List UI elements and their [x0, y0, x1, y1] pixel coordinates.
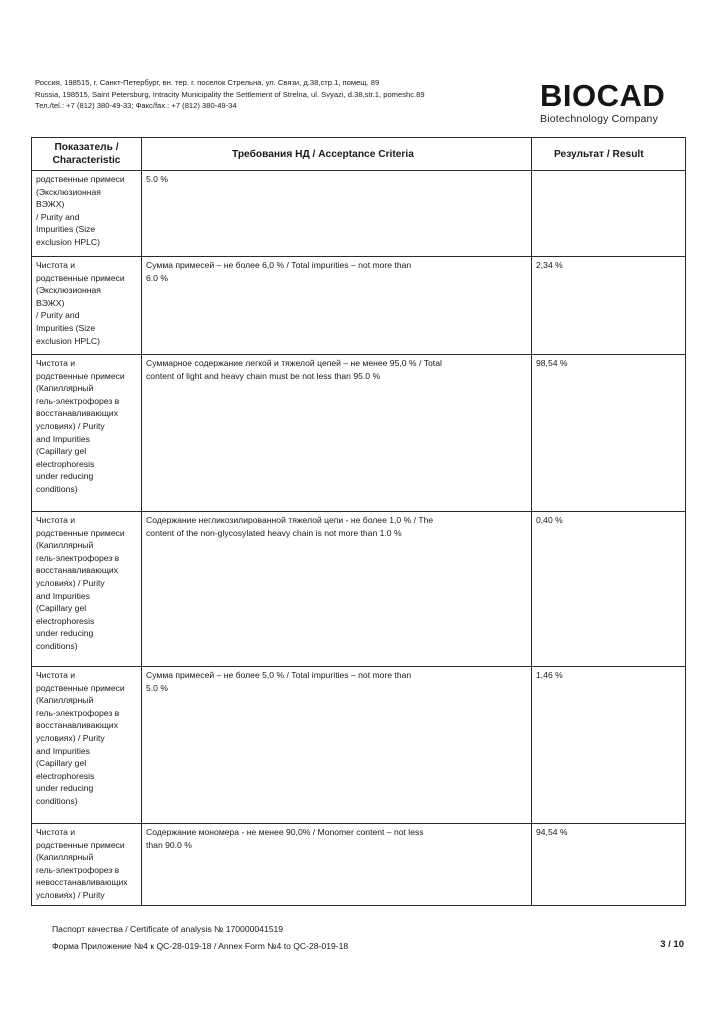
cell-result: 98,54 % — [532, 355, 686, 512]
cell-result — [532, 171, 686, 257]
table-header-row — [32, 138, 686, 171]
cell-result: 0,40 % — [532, 512, 686, 667]
cell-criteria: 5.0 % — [142, 171, 532, 257]
header-result: Результат / Result — [532, 138, 686, 171]
certificate-number: Паспорт качества / Certificate of analysis № 170000041519 — [52, 924, 284, 934]
cell-characteristic: Чистота и родственные примеси (Капиллярный гель-электрофорез в восстанавливающих условиях) / Purity and Impurities (Capillary gel electrophoresis under reducing conditions) — [32, 512, 142, 667]
table-row — [32, 171, 686, 257]
header-acceptance-criteria: Требования НД / Acceptance Criteria — [142, 138, 532, 171]
document-footer — [52, 921, 692, 954]
logo-subtitle: Biotechnology Company — [540, 113, 659, 125]
table-row — [32, 355, 686, 512]
cell-characteristic: Чистота и родственные примеси (Эксклюзионная ВЭЖХ) / Purity and Impurities (Size exclusion HPLC) — [32, 257, 142, 355]
table-row — [32, 257, 686, 355]
cell-result: 1,46 % — [532, 667, 686, 824]
page-number: 3 / 10 — [660, 939, 684, 950]
cell-criteria: Сумма примесей – не более 5,0 % / Total impurities – not more than 5.0 % — [142, 667, 532, 824]
cell-characteristic: Чистота и родственные примеси (Капиллярный гель-электрофорез в восстанавливающих условиях) / Purity and Impurities (Capillary gel electrophoresis under reducing conditions) — [32, 667, 142, 824]
form-reference: Форма Приложение №4 к QC-28-019-18 / Annex Form №4 to QC-28-019-18 — [52, 940, 349, 951]
cell-criteria: Содержание мономера - не менее 90,0% / Monomer content – not less than 90.0 % — [142, 824, 532, 906]
cell-characteristic: Чистота и родственные примеси (Капиллярный гель-электрофорез в невосстанавливающих условиях) / Purity — [32, 824, 142, 906]
address-english: Russia, 198515, Saint Petersburg, Intracity Municipality the Settlement of Strelna, ul. Svyazi, d.38,str.1, pomeshc.89 — [35, 89, 425, 99]
logo-wordmark-text: BIOCAD — [540, 78, 666, 113]
cell-characteristic: родственные примеси (Эксклюзионная ВЭЖХ) / Purity and Impurities (Size exclusion HPLC) — [32, 171, 142, 257]
table-row — [32, 667, 686, 824]
table-row — [32, 824, 686, 906]
cell-result: 94,54 % — [532, 824, 686, 906]
logo-wordmark — [540, 80, 690, 112]
address-russian: Россия, 198515, г. Санкт-Петербург, вн. тер. г. поселок Стрельна, ул. Связи, д.38,стр.1, помещ. 89 — [35, 78, 380, 87]
cell-criteria: Сумма примесей – не более 6,0 % / Total impurities – not more than 6.0 % — [142, 257, 532, 355]
biocad-logo — [540, 80, 690, 125]
cell-criteria: Суммарное содержание легкой и тяжелой цепей – не менее 95,0 % / Total content of light and heavy chain must be not less than 95.0 % — [142, 355, 532, 512]
table-row — [32, 512, 686, 667]
cell-characteristic: Чистота и родственные примеси (Капиллярный гель-электрофорез в восстанавливающих условиях) / Purity and Impurities (Capillary gel electrophoresis under reducing conditions) — [32, 355, 142, 512]
header-characteristic: Показатель / Characteristic — [32, 138, 142, 171]
company-address-block — [35, 77, 495, 112]
acceptance-criteria-table — [31, 137, 686, 906]
phone-fax: Тел./tel.: +7 (812) 380-49-33; Факс/fax.: +7 (812) 380-49-34 — [35, 101, 237, 110]
cell-criteria: Содержание негликозилированной тяжелой цепи - не более 1,0 % / The content of the non-glycosylated heavy chain is not more than 1.0 % — [142, 512, 532, 667]
cell-result: 2,34 % — [532, 257, 686, 355]
